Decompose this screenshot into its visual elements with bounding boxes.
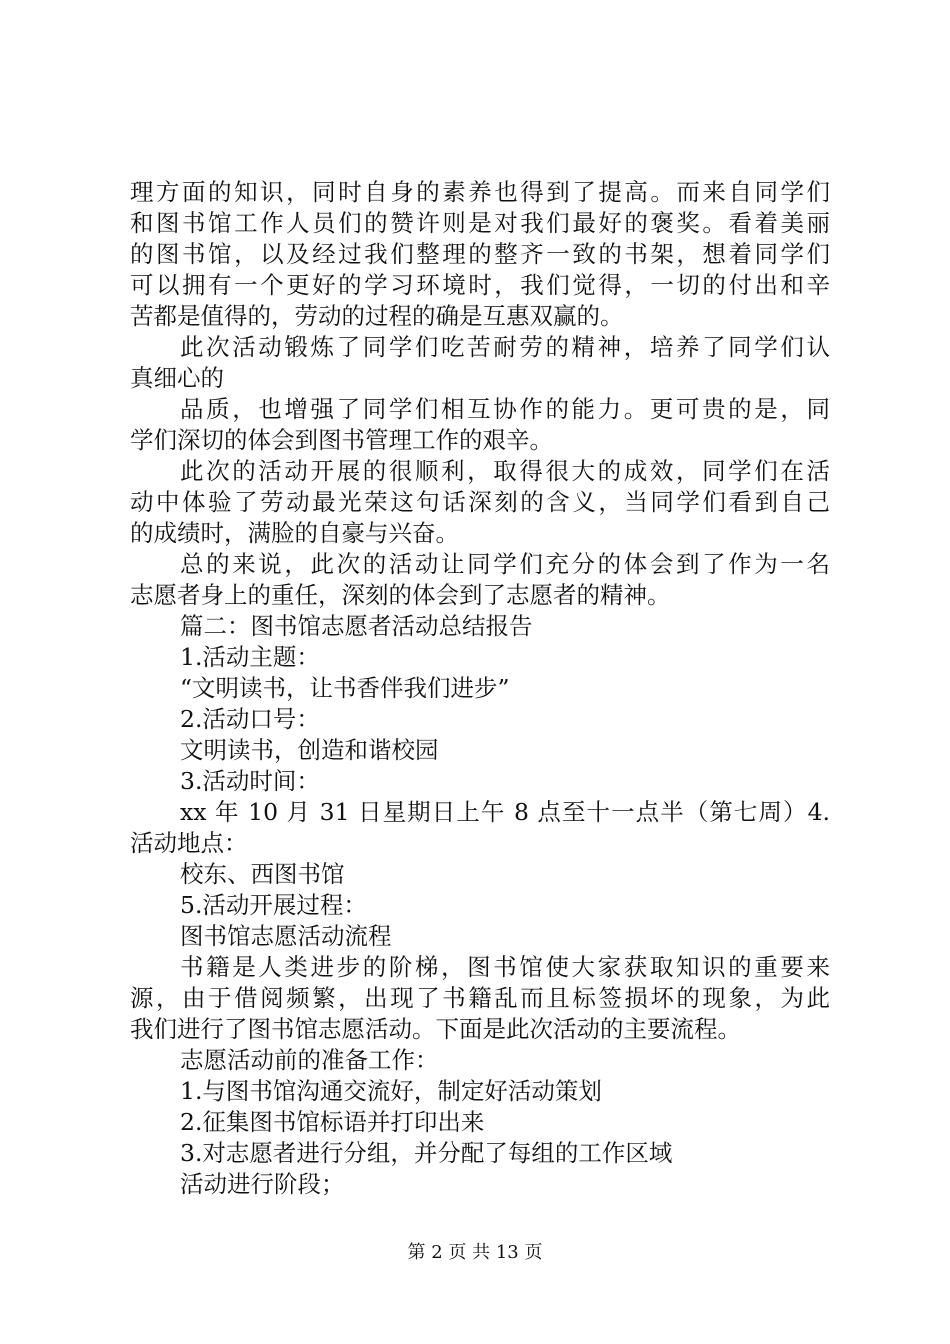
body-text-line: 总的来说，此次的活动让同学们充分的体会到了作为一名 — [180, 550, 830, 578]
body-text-line: 活动进行阶段； — [180, 1170, 345, 1198]
body-text-line: 图书馆志愿活动流程 — [180, 922, 392, 950]
body-text-line: 2.征集图书馆标语并打印出来 — [180, 1108, 485, 1136]
body-text-line: 5.活动开展过程： — [180, 891, 367, 919]
body-text-line: 和图书馆工作人员们的赞许则是对我们最好的褒奖。看着美丽 — [130, 209, 830, 237]
body-text-line: 此次的活动开展的很顺利，取得很大的成效，同学们在活 — [180, 457, 830, 485]
body-text-line: 苦都是值得的，劳动的过程的确是互惠双赢的。 — [130, 302, 624, 330]
body-text-line: 品质，也增强了同学们相互协作的能力。更可贵的是，同 — [180, 395, 830, 423]
body-text-line: 书籍是人类进步的阶梯，图书馆使大家获取知识的重要来 — [180, 953, 830, 981]
body-text-line: 动中体验了劳动最光荣这句话深刻的含义，当同学们看到自己 — [130, 488, 830, 516]
body-text-line: 1.与图书馆沟通交流好，制定好活动策划 — [180, 1077, 602, 1105]
body-text-line: 的成绩时，满脸的自豪与兴奋。 — [130, 519, 459, 547]
body-text-line: 学们深切的体会到图书管理工作的艰辛。 — [130, 426, 553, 454]
body-text-line: 可以拥有一个更好的学习环境时，我们觉得，一切的付出和辛 — [130, 271, 830, 299]
body-text-line: 志愿者身上的重任，深刻的体会到了志愿者的精神。 — [130, 581, 671, 609]
section-heading: 篇二：图书馆志愿者活动总结报告 — [180, 612, 533, 640]
body-text-line: 源，由于借阅频繁，出现了书籍乱而且标签损坏的现象，为此 — [130, 984, 830, 1012]
body-text-line: 1.活动主题： — [180, 643, 320, 671]
body-text-line: 校东、西图书馆 — [180, 860, 345, 888]
body-text-line: 此次活动锻炼了同学们吃苦耐劳的精神，培养了同学们认 — [180, 333, 830, 361]
body-text-line: 真细心的 — [130, 364, 224, 392]
body-text-line: 的图书馆，以及经过我们整理的整齐一致的书架，想着同学们 — [130, 240, 830, 268]
body-text-line: 理方面的知识，同时自身的素养也得到了提高。而来自同学们 — [130, 178, 830, 206]
body-text-line: “文明读书，让书香伴我们进步” — [180, 674, 510, 702]
page-number-footer: 第 2 页 共 13 页 — [407, 1242, 543, 1263]
body-text-line: 我们进行了图书馆志愿活动。下面是此次活动的主要流程。 — [130, 1015, 741, 1043]
body-text-line: 志愿活动前的准备工作： — [180, 1046, 439, 1074]
body-text-line: 活动地点： — [130, 829, 248, 857]
body-text-line: xx 年 10 月 31 日星期日上午 8 点至十一点半（第七周）4. — [180, 798, 830, 826]
body-text-line: 文明读书，创造和谐校园 — [180, 736, 439, 764]
body-text-line: 2.活动口号： — [180, 705, 320, 733]
body-text-line: 3.对志愿者进行分组，并分配了每组的工作区域 — [180, 1139, 673, 1167]
body-text-line: 3.活动时间： — [180, 767, 320, 795]
